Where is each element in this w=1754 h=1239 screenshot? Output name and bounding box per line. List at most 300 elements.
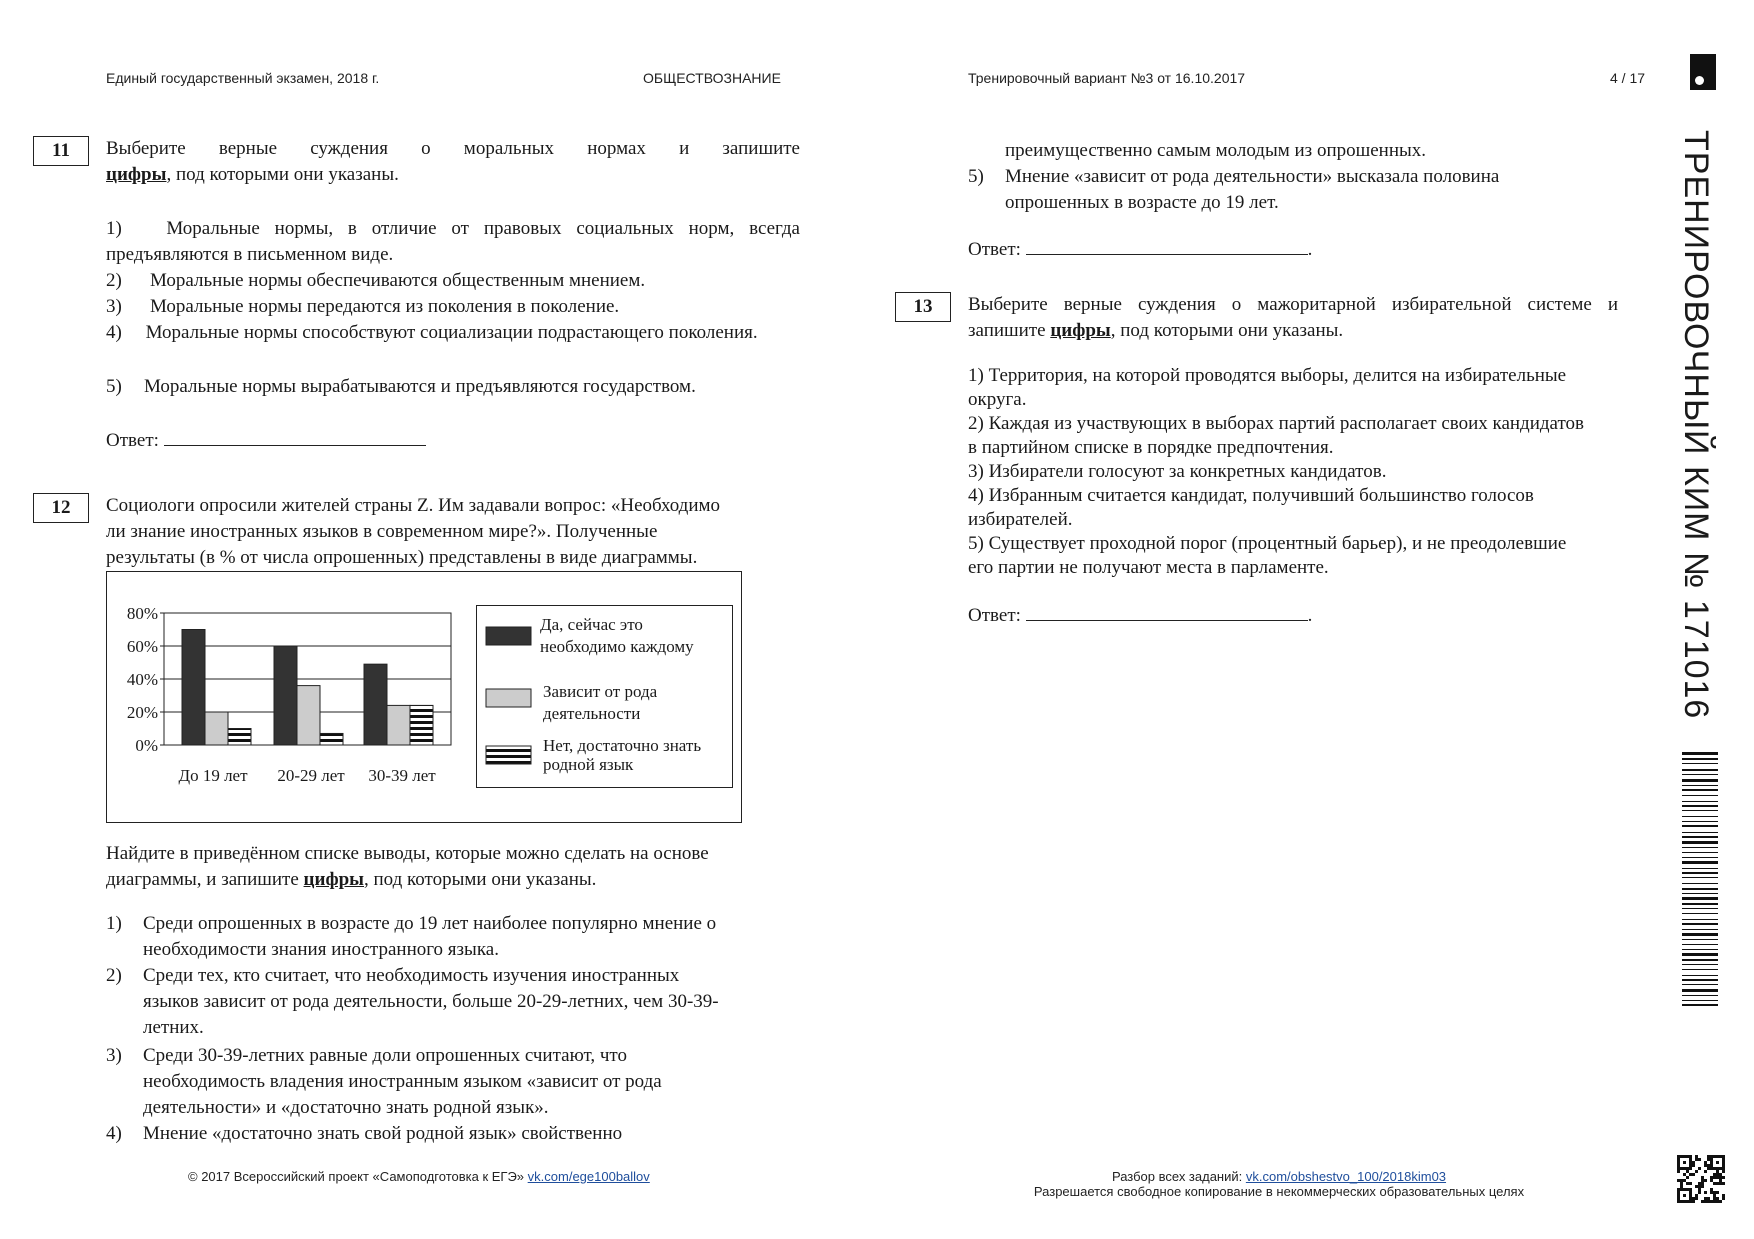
qr-module	[1695, 1158, 1698, 1161]
qr-module	[1710, 1179, 1713, 1182]
barcode-bar	[1682, 795, 1718, 796]
qr-module	[1704, 1164, 1707, 1167]
barcode-bar	[1682, 923, 1718, 925]
item-number: 5)	[968, 166, 984, 187]
qr-module	[1698, 1158, 1701, 1161]
item-number: 4)	[106, 322, 122, 343]
y-tick-label: 0%	[135, 736, 158, 755]
task-12-item-2	[106, 963, 806, 1041]
item-line: необходимости знания иностранного языка.	[143, 939, 499, 960]
item-text: Моральные нормы, в отличие от правовых социальных норм, всегда предъявляются в письменном виде.	[106, 218, 800, 265]
qr-module	[1689, 1182, 1692, 1185]
qr-module	[1695, 1170, 1698, 1173]
qr-module	[1680, 1188, 1683, 1191]
barcode-bar	[1682, 919, 1718, 920]
qr-module	[1713, 1194, 1716, 1197]
barcode-bar	[1682, 752, 1718, 755]
qr-module	[1713, 1173, 1716, 1176]
qr-module	[1677, 1194, 1680, 1197]
qr-module	[1680, 1185, 1683, 1188]
qr-module	[1695, 1185, 1698, 1188]
barcode-bar	[1682, 769, 1718, 771]
qr-module	[1716, 1170, 1719, 1173]
qr-module	[1695, 1194, 1698, 1197]
qr-module	[1713, 1200, 1716, 1203]
task-13-item-4	[968, 484, 1668, 532]
qr-module	[1677, 1161, 1680, 1164]
qr-module	[1716, 1197, 1719, 1200]
qr-module	[1680, 1182, 1683, 1185]
qr-module	[1680, 1179, 1683, 1182]
legend-label-1	[540, 614, 694, 658]
barcode-bar	[1682, 989, 1718, 992]
legend-line: необходимо каждому	[540, 637, 694, 656]
qr-module	[1710, 1158, 1713, 1161]
item-line: Мнение «достаточно знать свой родной язык» свойственно	[143, 1123, 623, 1144]
task-11-item-2	[106, 268, 800, 294]
item-line: Каждая из участвующих в выборах партий располагает своих кандидатов	[988, 413, 1585, 434]
qr-module	[1689, 1158, 1692, 1161]
qr-module	[1707, 1155, 1710, 1158]
qr-module	[1716, 1191, 1719, 1194]
barcode-bar	[1682, 836, 1718, 838]
qr-module	[1698, 1191, 1701, 1194]
item-number: 3)	[106, 1045, 122, 1066]
qr-module	[1698, 1182, 1701, 1185]
barcode-bar	[1682, 975, 1718, 976]
qr-module	[1686, 1182, 1689, 1185]
qr-module	[1713, 1176, 1716, 1179]
item-line: Среди опрошенных в возрасте до 19 лет наиболее популярно мнение о	[143, 913, 717, 934]
qr-module	[1719, 1179, 1722, 1182]
y-tick-label: 80%	[126, 604, 158, 623]
qr-module	[1722, 1194, 1725, 1197]
barcode-bar	[1682, 810, 1718, 811]
qr-module	[1683, 1194, 1686, 1197]
barcode-bar	[1682, 785, 1718, 786]
footer-copyright: © 2017 Всероссийский проект «Самоподготовка к ЕГЭ»	[188, 1169, 528, 1184]
barcode-bar	[1682, 903, 1718, 905]
qr-module	[1719, 1182, 1722, 1185]
side-title	[1677, 130, 1715, 730]
item-line: округа.	[968, 389, 1027, 410]
task-12-item-4	[106, 1121, 806, 1147]
barcode-bar	[1682, 801, 1718, 802]
item-text: Моральные нормы способствуют социализации подрастающего поколения.	[145, 322, 758, 343]
qr-module	[1683, 1179, 1686, 1182]
y-tick-label: 20%	[126, 703, 158, 722]
task-11-item-5	[106, 374, 800, 400]
qr-module	[1722, 1167, 1725, 1170]
task-13-answer	[968, 603, 1312, 629]
bar-3-2	[320, 733, 343, 745]
side-title-text: ТРЕНИРОВОЧНЫЙ КИМ № 171016	[1677, 130, 1715, 720]
barcode-bar	[1682, 949, 1718, 950]
task-13-prompt-a: запишите	[968, 320, 1051, 341]
item-number: 3)	[106, 296, 122, 317]
qr-module	[1683, 1161, 1686, 1164]
item-line: избирателей.	[968, 509, 1073, 530]
item-number: 2)	[106, 270, 122, 291]
legend-line: Зависит от рода	[543, 682, 658, 701]
task-11-answer	[106, 428, 426, 454]
qr-module	[1692, 1164, 1695, 1167]
barcode-bar	[1682, 995, 1718, 996]
qr-module	[1689, 1194, 1692, 1197]
qr-module	[1677, 1188, 1680, 1191]
qr-module	[1722, 1182, 1725, 1185]
footer-link-ege[interactable]: vk.com/ege100ballov	[527, 1169, 650, 1184]
footer-link-analysis[interactable]: vk.com/obshestvo_100/2018kim03	[1245, 1169, 1447, 1184]
barcode-bar	[1682, 969, 1718, 970]
task-12-item-3	[106, 1043, 806, 1121]
item-number: 2)	[106, 965, 122, 986]
qr-module	[1689, 1173, 1692, 1176]
qr-module	[1686, 1170, 1689, 1173]
legend-swatch-2	[486, 689, 531, 707]
qr-module	[1689, 1164, 1692, 1167]
legend-line: родной язык	[543, 755, 634, 774]
qr-module	[1698, 1185, 1701, 1188]
qr-module	[1710, 1161, 1713, 1164]
barcode-bar	[1682, 852, 1718, 853]
qr-module	[1704, 1197, 1707, 1200]
barcode-bar	[1682, 877, 1718, 878]
item-line: Среди тех, кто считает, что необходимость изучения иностранных	[143, 965, 680, 986]
qr-module	[1683, 1155, 1686, 1158]
qr-module	[1683, 1173, 1686, 1176]
task-11-digits-bold: цифры	[106, 164, 167, 185]
barcode-bar	[1682, 861, 1718, 864]
qr-module	[1692, 1161, 1695, 1164]
footer-analysis-label: Разбор всех заданий:	[1111, 1169, 1246, 1184]
task-12-prompt-line1: Социологи опросили жителей страны Z. Им задавали вопрос: «Необходимо	[106, 495, 721, 516]
legend-line: Да, сейчас это	[540, 615, 643, 634]
barcode-bar	[1682, 847, 1718, 848]
bar-3-3	[410, 705, 433, 745]
task-13-item-5	[968, 532, 1668, 580]
barcode-bar	[1682, 984, 1718, 985]
item-line: Среди 30-39-летних равные доли опрошенных считают, что	[143, 1045, 627, 1066]
answer-label: Ответ:	[106, 430, 159, 451]
qr-module	[1719, 1176, 1722, 1179]
qr-module	[1716, 1200, 1719, 1203]
qr-module	[1677, 1191, 1680, 1194]
task-11-prompt	[106, 136, 800, 188]
item-line: языков зависит от рода деятельности, больше 20-29-летних, чем 30-39-	[143, 991, 719, 1012]
item-number: 2)	[968, 413, 984, 434]
qr-module	[1701, 1200, 1704, 1203]
qr-module	[1704, 1200, 1707, 1203]
qr-module	[1689, 1155, 1692, 1158]
qr-module	[1689, 1200, 1692, 1203]
task-11-number: 11	[33, 136, 89, 166]
qr-module	[1707, 1197, 1710, 1200]
qr-module	[1710, 1188, 1713, 1191]
qr-module	[1692, 1200, 1695, 1203]
task-13-item-1	[968, 364, 1668, 412]
task-12-prompt	[106, 493, 806, 571]
qr-module	[1689, 1197, 1692, 1200]
barcode-bar	[1682, 821, 1718, 822]
qr-module	[1680, 1200, 1683, 1203]
item-number: 3)	[968, 461, 984, 482]
task-12-prompt-line2: ли знание иностранных языков в современном мире?». Полученные	[106, 521, 658, 542]
task-11-item-3	[106, 294, 800, 320]
qr-module	[1683, 1167, 1686, 1170]
barcode-bar	[1682, 1004, 1718, 1006]
item-line: его партии не получают места в парламенте.	[968, 557, 1329, 578]
instruction-line2: диаграммы, и запишите	[106, 869, 304, 890]
item-text: Моральные нормы вырабатываются и предъявляются государством.	[144, 376, 696, 397]
barcode-bar	[1682, 758, 1718, 760]
answer-label: Ответ:	[968, 239, 1021, 260]
item-line: Избранным считается кандидат, получивший большинство голосов	[988, 485, 1534, 506]
qr-module	[1707, 1200, 1710, 1203]
instruction-tail: , под которыми они указаны.	[364, 869, 597, 890]
qr-module	[1686, 1155, 1689, 1158]
barcode-bar	[1682, 944, 1718, 945]
qr-module	[1677, 1164, 1680, 1167]
qr-module	[1680, 1167, 1683, 1170]
qr-module	[1689, 1191, 1692, 1194]
qr-module	[1716, 1182, 1719, 1185]
qr-module	[1701, 1179, 1704, 1182]
footer-copy-notice: Разрешается свободное копирование в некоммерческих образовательных целях	[1033, 1184, 1525, 1199]
qr-module	[1686, 1200, 1689, 1203]
legend-swatch-3	[486, 746, 531, 764]
exam-title: Единый государственный экзамен, 2018 г.	[106, 70, 380, 86]
qr-module	[1713, 1182, 1716, 1185]
task-13-answer-field[interactable]	[1026, 603, 1308, 621]
qr-module	[1722, 1170, 1725, 1173]
qr-module	[1677, 1200, 1680, 1203]
answer-label: Ответ:	[968, 605, 1021, 626]
barcode-bar	[1682, 841, 1718, 844]
qr-module	[1677, 1179, 1680, 1182]
item-number: 4)	[968, 485, 984, 506]
qr-module	[1713, 1191, 1716, 1194]
task-13-prompt	[968, 292, 1618, 344]
barcode-bar	[1682, 964, 1718, 965]
task-11-item-1	[106, 216, 800, 268]
qr-module	[1698, 1188, 1701, 1191]
qr-module	[1680, 1155, 1683, 1158]
barcode-bar	[1682, 888, 1718, 890]
qr-module	[1692, 1173, 1695, 1176]
task-12-number: 12	[33, 493, 89, 523]
qr-module	[1710, 1200, 1713, 1203]
bar-2-2	[297, 686, 320, 745]
task-12-digits-bold: цифры	[303, 869, 364, 890]
footer-right	[1029, 1169, 1529, 1199]
qr-module	[1683, 1188, 1686, 1191]
qr-module	[1707, 1164, 1710, 1167]
bar-1-3	[364, 664, 387, 745]
item-number: 5)	[968, 533, 984, 554]
task-13-item-3	[968, 460, 1668, 484]
task-11-item-4	[106, 320, 800, 346]
item-line: деятельности» и «достаточно знать родной язык».	[143, 1097, 549, 1118]
barcode-bar	[1682, 897, 1718, 900]
variant-title: Тренировочный вариант №3 от 16.10.2017	[968, 70, 1246, 86]
task-12-prompt-line3: результаты (в % от числа опрошенных) представлены в виде диаграммы.	[106, 547, 698, 568]
qr-module	[1677, 1170, 1680, 1173]
qr-module	[1704, 1161, 1707, 1164]
qr-module	[1716, 1176, 1719, 1179]
qr-module	[1686, 1188, 1689, 1191]
item-line: Территория, на которой проводятся выборы, делится на избирательные	[988, 365, 1567, 386]
qr-module	[1707, 1158, 1710, 1161]
qr-module	[1677, 1155, 1680, 1158]
qr-module	[1704, 1191, 1707, 1194]
qr-module	[1710, 1191, 1713, 1194]
item-line: опрошенных в возрасте до 19 лет.	[1005, 192, 1279, 213]
barcode-bar	[1682, 805, 1718, 807]
qr-module	[1722, 1176, 1725, 1179]
qr-module	[1695, 1155, 1698, 1158]
qr-module	[1719, 1155, 1722, 1158]
bar-3-1	[228, 729, 251, 746]
task-12-answer	[968, 237, 1312, 263]
item-line: в партийном списке в порядке предпочтения.	[968, 437, 1334, 458]
qr-module	[1689, 1167, 1692, 1170]
legend-label-3	[543, 736, 701, 774]
x-tick-label: 20-29 лет	[277, 766, 345, 785]
item-text: Моральные нормы передаются из поколения в поколение.	[150, 296, 620, 317]
task-13-digits-bold: цифры	[1050, 320, 1111, 341]
qr-module	[1689, 1161, 1692, 1164]
task-13-prompt-line1: Выберите верные суждения о мажоритарной избирательной системе и	[968, 294, 1618, 315]
qr-module	[1698, 1167, 1701, 1170]
page-number: 4 / 17	[1610, 70, 1646, 86]
barcode-bar	[1682, 872, 1718, 874]
qr-module	[1710, 1155, 1713, 1158]
barcode-bar	[1682, 908, 1718, 909]
answer-end: .	[1307, 605, 1313, 626]
task-13-item-2	[968, 412, 1668, 460]
qr-module	[1686, 1176, 1689, 1179]
barcode-icon	[1682, 752, 1718, 1102]
item-number: 4)	[106, 1123, 122, 1144]
qr-module	[1689, 1188, 1692, 1191]
item-line: летних.	[143, 1017, 204, 1038]
bar-2-3	[387, 705, 410, 745]
qr-module	[1677, 1158, 1680, 1161]
qr-module	[1704, 1170, 1707, 1173]
qr-module	[1710, 1164, 1713, 1167]
barcode-bar	[1682, 959, 1718, 961]
qr-module	[1686, 1167, 1689, 1170]
qr-module	[1719, 1173, 1722, 1176]
qr-code-icon	[1677, 1155, 1725, 1203]
barcode-bar	[1682, 953, 1718, 956]
item-number: 1)	[106, 913, 122, 934]
qr-module	[1710, 1176, 1713, 1179]
qr-module	[1716, 1161, 1719, 1164]
barcode-bar	[1682, 779, 1718, 782]
legend-line: Нет, достаточно знать	[543, 736, 702, 755]
legend-line: деятельности	[543, 704, 641, 723]
subject-title: ОБЩЕСТВОЗНАНИЕ	[643, 70, 781, 86]
bar-1-1	[182, 630, 205, 746]
qr-module	[1719, 1167, 1722, 1170]
qr-module	[1716, 1173, 1719, 1176]
barcode-bar	[1682, 939, 1718, 940]
bar-1-2	[274, 646, 297, 745]
qr-module	[1722, 1158, 1725, 1161]
qr-module	[1677, 1197, 1680, 1200]
footer-left	[188, 1169, 650, 1184]
legend-swatch-1	[486, 627, 531, 645]
task-12-item-4-cont	[968, 138, 1668, 164]
qr-module	[1701, 1176, 1704, 1179]
task-12-item-5	[968, 164, 1668, 216]
task-13-prompt-tail: , под которыми они указаны.	[1110, 320, 1344, 341]
qr-module	[1683, 1200, 1686, 1203]
item-line: необходимость владения иностранным языком «зависит от рода	[143, 1071, 662, 1092]
item-number: 1)	[106, 218, 122, 239]
qr-module	[1707, 1167, 1710, 1170]
qr-module	[1722, 1161, 1725, 1164]
barcode-bar	[1682, 825, 1718, 827]
y-tick-label: 40%	[126, 670, 158, 689]
task-11-prompt-line1: Выберите верные суждения о моральных нормах и запишите	[106, 138, 800, 159]
task-11-answer-field[interactable]	[164, 428, 426, 446]
qr-module	[1722, 1197, 1725, 1200]
qr-module	[1713, 1167, 1716, 1170]
answer-end: .	[1307, 239, 1313, 260]
barcode-bar	[1682, 868, 1718, 869]
item-number: 1)	[968, 365, 984, 386]
x-tick-label: 30-39 лет	[368, 766, 436, 785]
item-number: 5)	[106, 376, 122, 397]
qr-module	[1704, 1179, 1707, 1182]
qr-module	[1719, 1200, 1722, 1203]
legend-label-2	[543, 681, 657, 725]
qr-module	[1701, 1182, 1704, 1185]
item-text: Моральные нормы обеспечиваются общественным мнением.	[150, 270, 646, 291]
barcode-bar	[1682, 883, 1718, 884]
qr-module	[1710, 1167, 1713, 1170]
barcode-bar	[1682, 933, 1718, 936]
y-tick-label: 60%	[126, 637, 158, 656]
qr-module	[1713, 1197, 1716, 1200]
task-11-prompt-tail: , под которыми они указаны.	[166, 164, 399, 185]
barcode-bar	[1682, 789, 1718, 791]
barcode-bar	[1682, 929, 1718, 930]
task-12-answer-field[interactable]	[1026, 237, 1308, 255]
corner-marker-icon	[1690, 54, 1716, 90]
qr-module	[1692, 1197, 1695, 1200]
qr-module	[1716, 1155, 1719, 1158]
barcode-bar	[1682, 857, 1718, 858]
barcode-bar	[1682, 774, 1718, 775]
qr-module	[1722, 1155, 1725, 1158]
item-line: Избиратели голосуют за конкретных кандидатов.	[988, 461, 1387, 482]
qr-module	[1695, 1197, 1698, 1200]
barcode-bar	[1682, 763, 1718, 764]
task-12-item-1	[106, 911, 806, 963]
instruction-line1: Найдите в приведённом списке выводы, которые можно сделать на основе	[106, 843, 709, 864]
barcode-bar	[1682, 816, 1718, 817]
qr-module	[1722, 1164, 1725, 1167]
x-tick-label: До 19 лет	[178, 766, 248, 785]
qr-module	[1677, 1167, 1680, 1170]
item-line: преимущественно самым молодым из опрошенных.	[1005, 140, 1427, 161]
item-line: Мнение «зависит от рода деятельности» высказала половина	[1005, 166, 1500, 187]
qr-module	[1716, 1167, 1719, 1170]
